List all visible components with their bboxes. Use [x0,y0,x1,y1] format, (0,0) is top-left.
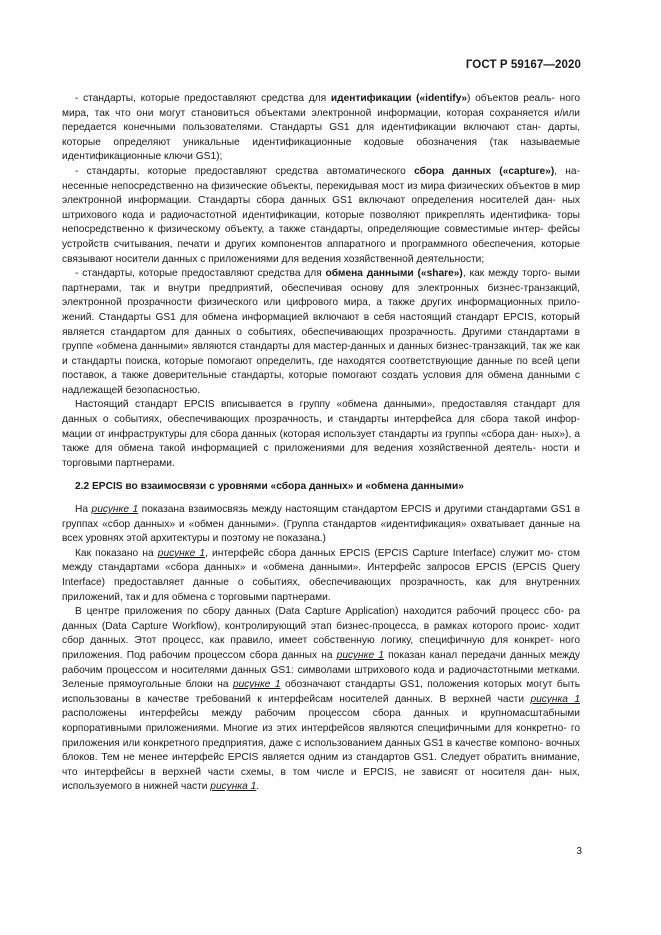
text-run: , интерфейс сбора данных EPCIS (EPCIS Capture Interface) служит мо- стом между стандартами «сбора данных» и «обмена данными». Интерфейс запросов EPCIS (EPCIS Query Interface) предоставляет данные о событиях, обеспечивающих прозрачность, как для внутренних приложений, так и для обмена с торговыми партнерами. [62,547,580,603]
section-paragraph [62,503,580,547]
text-run: Как показано на [75,547,158,559]
section-body [62,503,580,795]
figure-reference[interactable]: рисунке 1 [336,649,384,661]
text-run: - стандарты, которые предоставляют средства для [75,93,331,104]
figure-reference[interactable]: рисунке 1 [232,679,281,691]
figure-reference[interactable]: рисунке 1 [157,547,206,559]
document-body [62,92,580,795]
text-run: , на- несенные непосредственно на физические объекты, перекидывая мост из мира физических объектов в мир электронной информации. Стандарты сбора данных GS1 включают определения носителей дан- ных штрихового кода и радиочастотной идентификации, которые позволяют прикреплять идентифика- торы непосредственно к физическому объекту, а также стандарты, определяющие совместимые интер- фейсы устройств считывания, печати и других компонентов аппаратного и программного обеспечения, которые связывают носители данных с приложениями для ведения хозяйственной деятельности; [62,165,580,265]
paragraph [62,92,580,165]
section-heading: 2.2 EPCIS во взаимосвязи с уровнями «сбора данных» и «обмена данными» [75,481,464,493]
text-run: Настоящий стандарт EPCIS вписывается в группу «обмена данными», предоставляя стандарт для данных о событиях, обеспечивающих прозрачность, и стандарты интерфейса для сбора такой инфор- мации от инфраструктуры для сбора данных (которая использует стандарты из группы «сбора дан- ных»), а также для обмена такой информацией с приложениями для ведения хозяйственной деятель- ности и торговыми партнерами. [62,399,580,469]
paragraph [62,267,580,398]
page-number: 3 [576,846,582,857]
section-paragraph [62,605,580,795]
paragraph [62,165,580,267]
text-run: В центре приложения по сбору данных (Data Capture Application) находится рабочий процесс сбо- ра данных (Data Capture Workflow), контролирующий этап бизнес-процесса, в рамках которого проис- ходит сбор данных. Этот процесс, как правило, имеет собственную логику, специфичную для конкрет- ного приложения. Под рабочим процессом сбора данных на [62,606,580,661]
figure-reference[interactable]: рисунка 1 [530,693,581,705]
text-run: показана взаимосвязь между настоящим стандартом EPCIS и другими стандартами GS1 в группах «сбор данных» и «обмен данными». (Группа стандартов «идентификация» охватывает данные на всех уровнях этой архитектуры и поэтому не показана.) [62,504,581,545]
text-run: - стандарты, которые предоставляют средства для [75,268,326,280]
standard-header: ГОСТ Р 59167—2020 [465,59,581,71]
text-run: - стандарты, которые предоставляют средства автоматического [75,165,415,177]
intro-list [62,92,580,471]
figure-reference[interactable]: рисунке 1 [91,504,139,516]
text-run: расположены интерфейсы между рабочим процессом сбора данных и крупномасштабными корпоративными приложениями. Многие из этих интерфейсов являются специфичными для конкретно- го приложения или конкретного предприятия, даже с использованием данных GS1 в качестве компоно- вочных блоков. Тем не менее интерфейс EPCIS является одним из стандартов GS1. Следует обратить внимание, что интерфейсы в верхней части схемы, в том числе и EPCIS, не зависят от носителя дан- ных, используемого в нижней части [62,708,580,793]
bold-term: идентификации («identify» [330,93,468,104]
bold-term: обмена данными («share») [325,268,463,280]
text-run: ) объектов реаль- ного мира, так что они могут становиться объектами электронной информации, которая сохраняется и/или передается конечными пользователями. Стандарты GS1 для идентификации включают стан- дарты, которые определяют уникальные идентификационные кодовые обозначения (так называемые идентификационные ключи GS1); [62,93,581,163]
text-run: . [256,781,260,793]
text-run: обозначают стандарты GS1, положения которых могут быть использованы в качестве требований к интерфейсам носителей данных. В верхней части [62,679,580,705]
paragraph [62,398,580,471]
bold-term: сбора данных («capture») [414,165,555,177]
section-paragraph [62,547,580,605]
figure-reference[interactable]: рисунка 1 [210,781,257,793]
text-run: На [75,504,92,516]
text-run: показан канал передачи данных между рабочим процессом и носителями данных GS1: символами штрихового кода и радиочастотными метками. Зеленые прямоугольные блоки на [62,649,580,691]
text-run: , как между торго- выми партнерами, так и внутри предприятий, обеспечивая основу для электронных бизнес-транзакций, электронной прозрачности физического или цифрового мира, а также других информационных прило- жений. Стандарты GS1 для обмена информацией включают в себя настоящий стандарт EPCIS, который является стандартом для данных о событиях, обеспечивающих прозрачность. Другими стандартами в группе «обмена данными» являются стандарты для мастер-данных и данных бизнес-транзакций, так же как и стандарты поиска, которые помогают определить, где находятся соответствующие данные по всей цепи поставок, а также доверительные стандарты, которые помогают создать условия для обмена данными с надлежащей безопасностью. [62,268,580,396]
